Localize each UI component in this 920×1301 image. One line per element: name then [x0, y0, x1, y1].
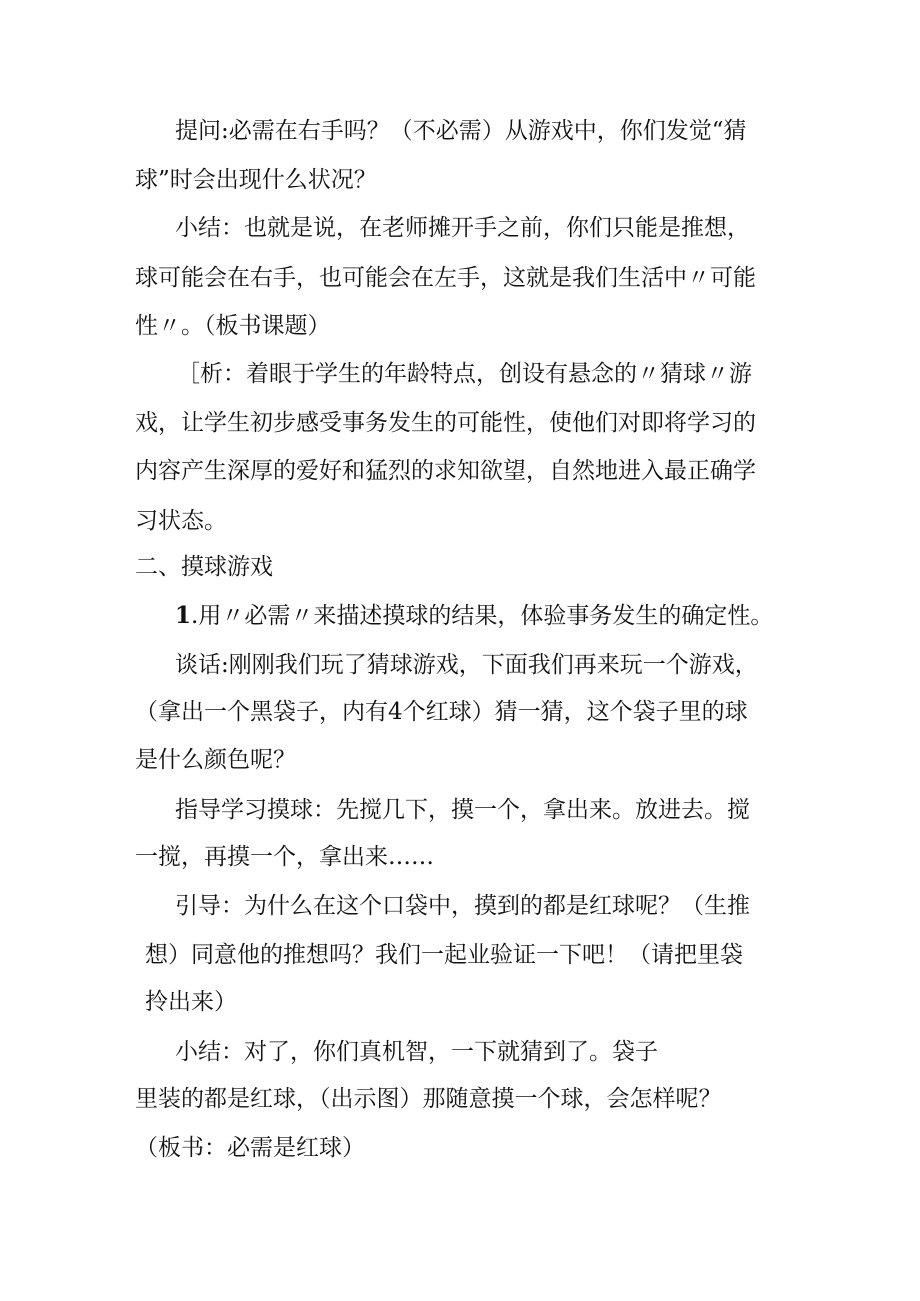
text-line: 二、摸球游戏 [135, 554, 273, 580]
text-line: 球”时会出现什么状况？ [135, 167, 377, 193]
text-line: 是什么颜色呢？ [135, 747, 296, 773]
text-line: 小结：也就是说，在老师摊开手之前，你们只能是推想， [175, 215, 750, 241]
text-line: （板书：必需是红球） [135, 1135, 365, 1161]
text-line: 提问:必需在右手吗？（不必需）从游戏中，你们发觉“猜 [175, 118, 747, 144]
text-line: 谈话:刚刚我们玩了猜球游戏，下面我们再来玩一个游戏， [175, 652, 758, 678]
text-line: 内容产生深厚的爱好和猛烈的求知欲望，自然地进入最正确学 [135, 458, 756, 484]
text-line: 引导：为什么在这个口袋中，摸到的都是红球呢？（生推 [175, 893, 750, 919]
text-line: 里装的都是红球，（出示图）那随意摸一个球，会怎样呢？ [135, 1086, 722, 1112]
text-line: 小结：对了，你们真机智，一下就猜到了。袋子 [175, 1039, 658, 1065]
text-line [175, 601, 773, 631]
text-line: 一搅，再摸一个，拿出来…… [135, 844, 434, 870]
text-line: 拎出来） [145, 989, 237, 1015]
text-line: 指导学习摸球：先搅几下，摸一个，拿出来。放进去。搅 [175, 797, 750, 823]
step-text: .用〃必需〃来描述摸球的结果，体验事务发生的确定性。 [191, 603, 774, 629]
text-line: 戏，让学生初步感受事务发生的可能性，使他们对即将学习的 [135, 410, 756, 436]
text-line: 想）同意他的推想吗？我们一起业验证一下吧！（请把里袋 [145, 942, 743, 968]
text-line: 性〃。（板书课题） [135, 313, 331, 339]
text-line: ［析：着眼于学生的年龄特点，创设有悬念的〃猜球〃游 [177, 361, 752, 387]
text-line: 球可能会在右手，也可能会在左手，这就是我们生活中〃可能 [135, 265, 756, 291]
step-number: 1 [175, 602, 192, 629]
text-line: （拿出一个黑袋子，内有4个红球）猜一猜，这个袋子里的球 [135, 699, 748, 725]
text-line: 习状态。 [135, 508, 227, 534]
